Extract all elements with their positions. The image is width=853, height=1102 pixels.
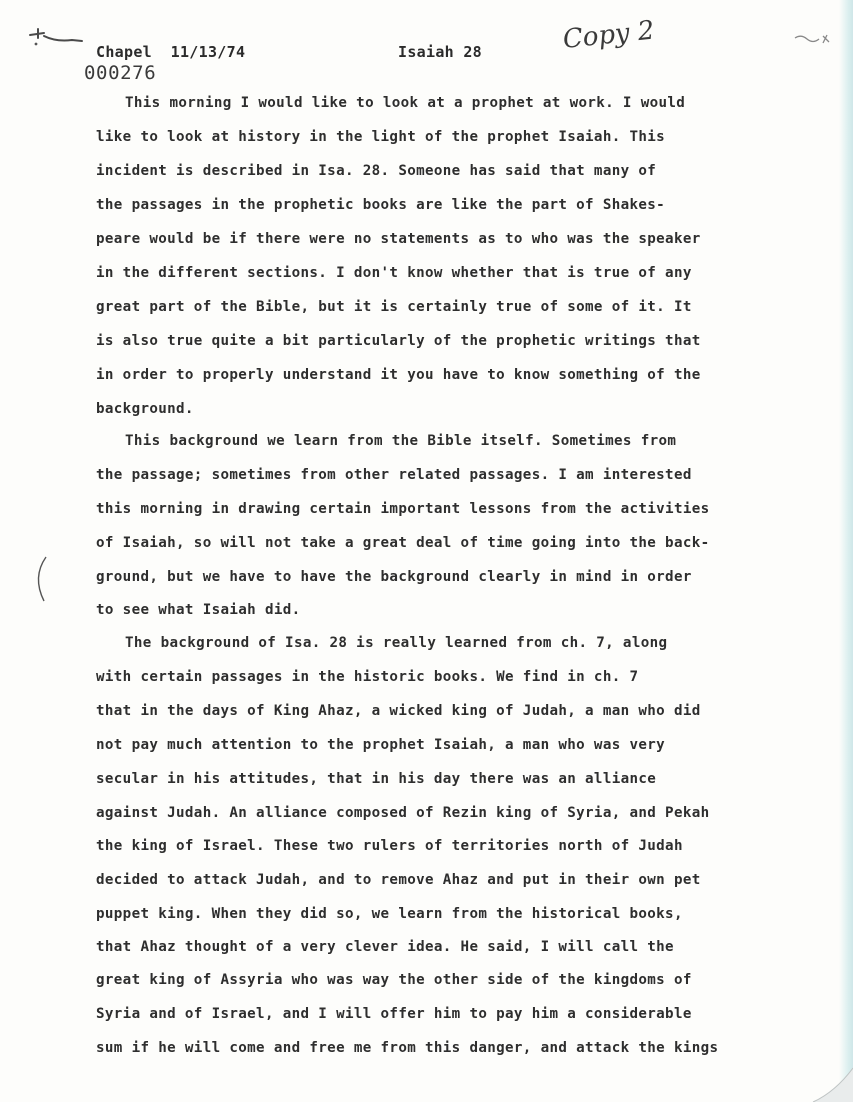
text-line: sum if he will come and free me from this danger, and attack the kings [96,1040,719,1056]
text-line: that in the days of King Ahaz, a wicked king of Judah, a man who did [96,703,701,719]
header-course-date: Chapel 11/13/74 [96,43,246,61]
text-line: ground, but we have to have the background clearly in mind in order [96,569,692,585]
text-line: decided to attack Judah, and to remove Ahaz and put in their own pet [96,872,701,888]
text-line: the passage; sometimes from other related passages. I am interested [96,467,692,483]
text-line: that Ahaz thought of a very clever idea. He said, I will call the [96,939,674,955]
page-corner-curl [805,1062,853,1102]
text-line: is also true quite a bit particularly of the prophetic writings that [96,333,701,349]
text-line: the passages in the prophetic books are like the part of Shakes- [96,197,666,213]
header-passage: Isaiah 28 [398,43,482,61]
text-line: in the different sections. I don't know whether that is true of any [96,265,692,281]
text-line: to see what Isaiah did. [96,602,301,618]
text-line: against Judah. An alliance composed of Rezin king of Syria, and Pekah [96,805,710,821]
document-number: 000276 [84,62,157,84]
text-line: with certain passages in the historic books. We find in ch. 7 [96,669,639,685]
text-line: The background of Isa. 28 is really learned from ch. 7, along [125,635,668,651]
text-line: great king of Assyria who was way the other side of the kingdoms of [96,972,692,988]
text-line: not pay much attention to the prophet Isaiah, a man who was very [96,737,666,753]
text-line: secular in his attitudes, that in his day there was an alliance [96,771,657,787]
text-line: of Isaiah, so will not take a great deal of time going into the back- [96,535,710,551]
text-line: Syria and of Israel, and I will offer him to pay him a considerable [96,1006,692,1022]
margin-bracket-mark [28,555,50,603]
text-line: This background we learn from the Bible itself. Sometimes from [125,433,677,449]
text-line: puppet king. When they did so, we learn from the historical books, [96,906,683,922]
text-line: This morning I would like to look at a prophet at work. I would [125,95,686,111]
text-line: incident is described in Isa. 28. Someone has said that many of [96,163,657,179]
text-line: background. [96,401,194,417]
text-line: like to look at history in the light of the prophet Isaiah. This [96,129,666,145]
handwritten-copy-note: Copy 2 [561,15,656,55]
text-line: peare would be if there were no statements as to who was the speaker [96,231,701,247]
text-line: in order to properly understand it you have to know something of the [96,367,701,383]
text-line: the king of Israel. These two rulers of territories north of Judah [96,838,683,854]
text-line: this morning in drawing certain important lessons from the activities [96,501,710,517]
text-line: great part of the Bible, but it is certainly true of some of it. It [96,299,692,315]
